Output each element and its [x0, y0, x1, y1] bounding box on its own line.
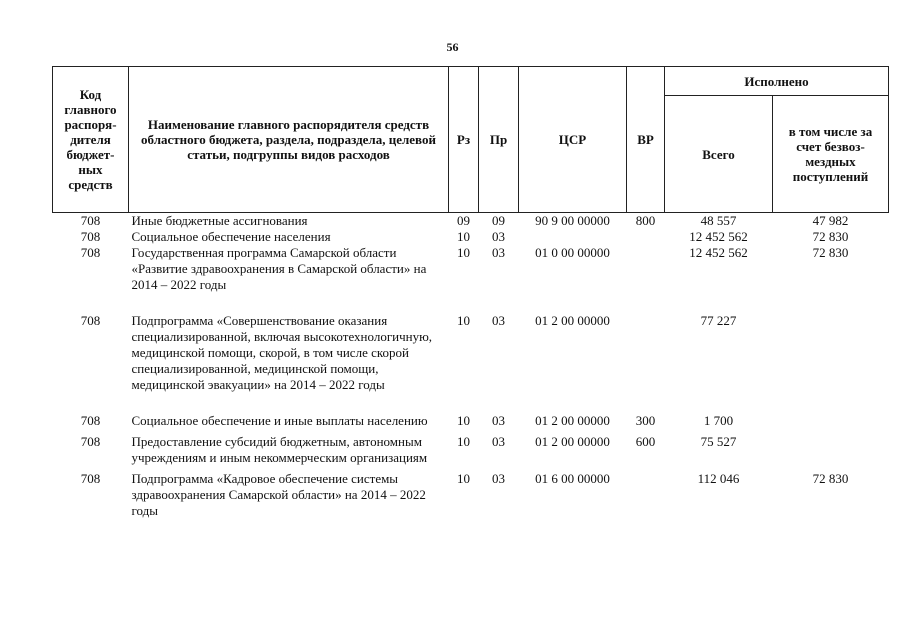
- cell-name: Подпрограмма «Кадровое обеспечение системы здравоохранения Самарской области» на 2014 – 2022 годы: [131, 471, 426, 518]
- cell-free: 72 830: [812, 245, 849, 260]
- cell-code: 708: [80, 229, 101, 244]
- table-row: [53, 313, 889, 413]
- cell-code: 708: [80, 471, 101, 486]
- cell-free: [773, 434, 889, 471]
- cell-rz: 09: [457, 213, 470, 228]
- header-free: в том числе за счет безвоз-мездных поступлений: [773, 96, 889, 213]
- budget-table: [52, 66, 889, 519]
- table-row: [53, 213, 889, 230]
- cell-total: 77 227: [700, 313, 737, 328]
- page-number: 56: [446, 40, 459, 54]
- header-rz: Рз: [449, 67, 479, 213]
- cell-csr: [519, 229, 627, 245]
- cell-pr: 09: [492, 213, 505, 228]
- cell-vr: 300: [635, 413, 656, 428]
- cell-free: 72 830: [812, 471, 849, 486]
- cell-total: 1 700: [703, 413, 734, 428]
- cell-vr: 600: [635, 434, 656, 449]
- cell-pr: 03: [492, 245, 505, 260]
- cell-code: 708: [80, 213, 101, 228]
- cell-csr: 01 2 00 00000: [535, 313, 610, 328]
- cell-total: 48 557: [700, 213, 737, 228]
- cell-vr: [627, 313, 665, 413]
- table-row: [53, 245, 889, 313]
- cell-vr: [627, 245, 665, 313]
- cell-total: 12 452 562: [689, 229, 748, 244]
- cell-name: Государственная программа Самарской области «Развитие здравоохранения в Самарской области» на 2014 – 2022 годы: [131, 245, 427, 292]
- cell-code: 708: [80, 245, 101, 260]
- table-header: [53, 67, 889, 213]
- cell-pr: 03: [492, 229, 505, 244]
- cell-code: 708: [80, 434, 101, 449]
- cell-free: [773, 413, 889, 434]
- cell-rz: 10: [457, 245, 470, 260]
- cell-name: Социальное обеспечение и иные выплаты населению: [131, 413, 428, 428]
- cell-free: 72 830: [812, 229, 849, 244]
- table-row: [53, 229, 889, 245]
- header-executed: Исполнено: [665, 67, 889, 96]
- cell-rz: 10: [457, 413, 470, 428]
- table-row: [53, 471, 889, 519]
- cell-total: 12 452 562: [689, 245, 748, 260]
- cell-rz: 10: [457, 471, 470, 486]
- cell-vr: 800: [635, 213, 656, 228]
- cell-csr: 01 2 00 00000: [535, 434, 610, 449]
- cell-vr: [627, 471, 665, 519]
- table-body: [53, 213, 889, 520]
- cell-free: 47 982: [812, 213, 849, 228]
- cell-total: 112 046: [697, 471, 740, 486]
- header-csr: ЦСР: [519, 67, 627, 213]
- table-row: [53, 434, 889, 471]
- cell-vr: [627, 229, 665, 245]
- header-pr: Пр: [479, 67, 519, 213]
- cell-pr: 03: [492, 471, 505, 486]
- cell-rz: 10: [457, 434, 470, 449]
- cell-pr: 03: [492, 313, 505, 328]
- cell-name: Иные бюджетные ассигнования: [131, 213, 308, 228]
- cell-total: 75 527: [700, 434, 737, 449]
- cell-rz: 10: [457, 313, 470, 328]
- cell-code: 708: [80, 413, 101, 428]
- cell-name: Подпрограмма «Совершенствование оказания специализированной, включая высокотехнологичную, медицинской помощи, скорой, в том числе скорой специализированной, медицинской помощи, медицинской эвакуации» на 2014 – 2022 годы: [131, 313, 433, 392]
- cell-code: 708: [80, 313, 101, 328]
- header-vr: ВР: [627, 67, 665, 213]
- cell-name: Социальное обеспечение населения: [131, 229, 331, 244]
- cell-csr: 01 0 00 00000: [535, 245, 610, 260]
- cell-pr: 03: [492, 413, 505, 428]
- cell-free: [773, 313, 889, 413]
- header-name: Наименование главного распорядителя средств областного бюджета, раздела, подраздела, целевой статьи, подгруппы видов расходов: [129, 67, 449, 213]
- header-code: Код главного распоря-дителя бюджет-ных средств: [53, 67, 129, 213]
- cell-name: Предоставление субсидий бюджетным, автономным учреждениям и иным некоммерческим организациям: [131, 434, 428, 465]
- table-row: [53, 413, 889, 434]
- cell-pr: 03: [492, 434, 505, 449]
- cell-csr: 01 2 00 00000: [535, 413, 610, 428]
- cell-csr: 90 9 00 00000: [535, 213, 610, 228]
- cell-rz: 10: [457, 229, 470, 244]
- header-total: Всего: [665, 96, 773, 213]
- cell-csr: 01 6 00 00000: [535, 471, 610, 486]
